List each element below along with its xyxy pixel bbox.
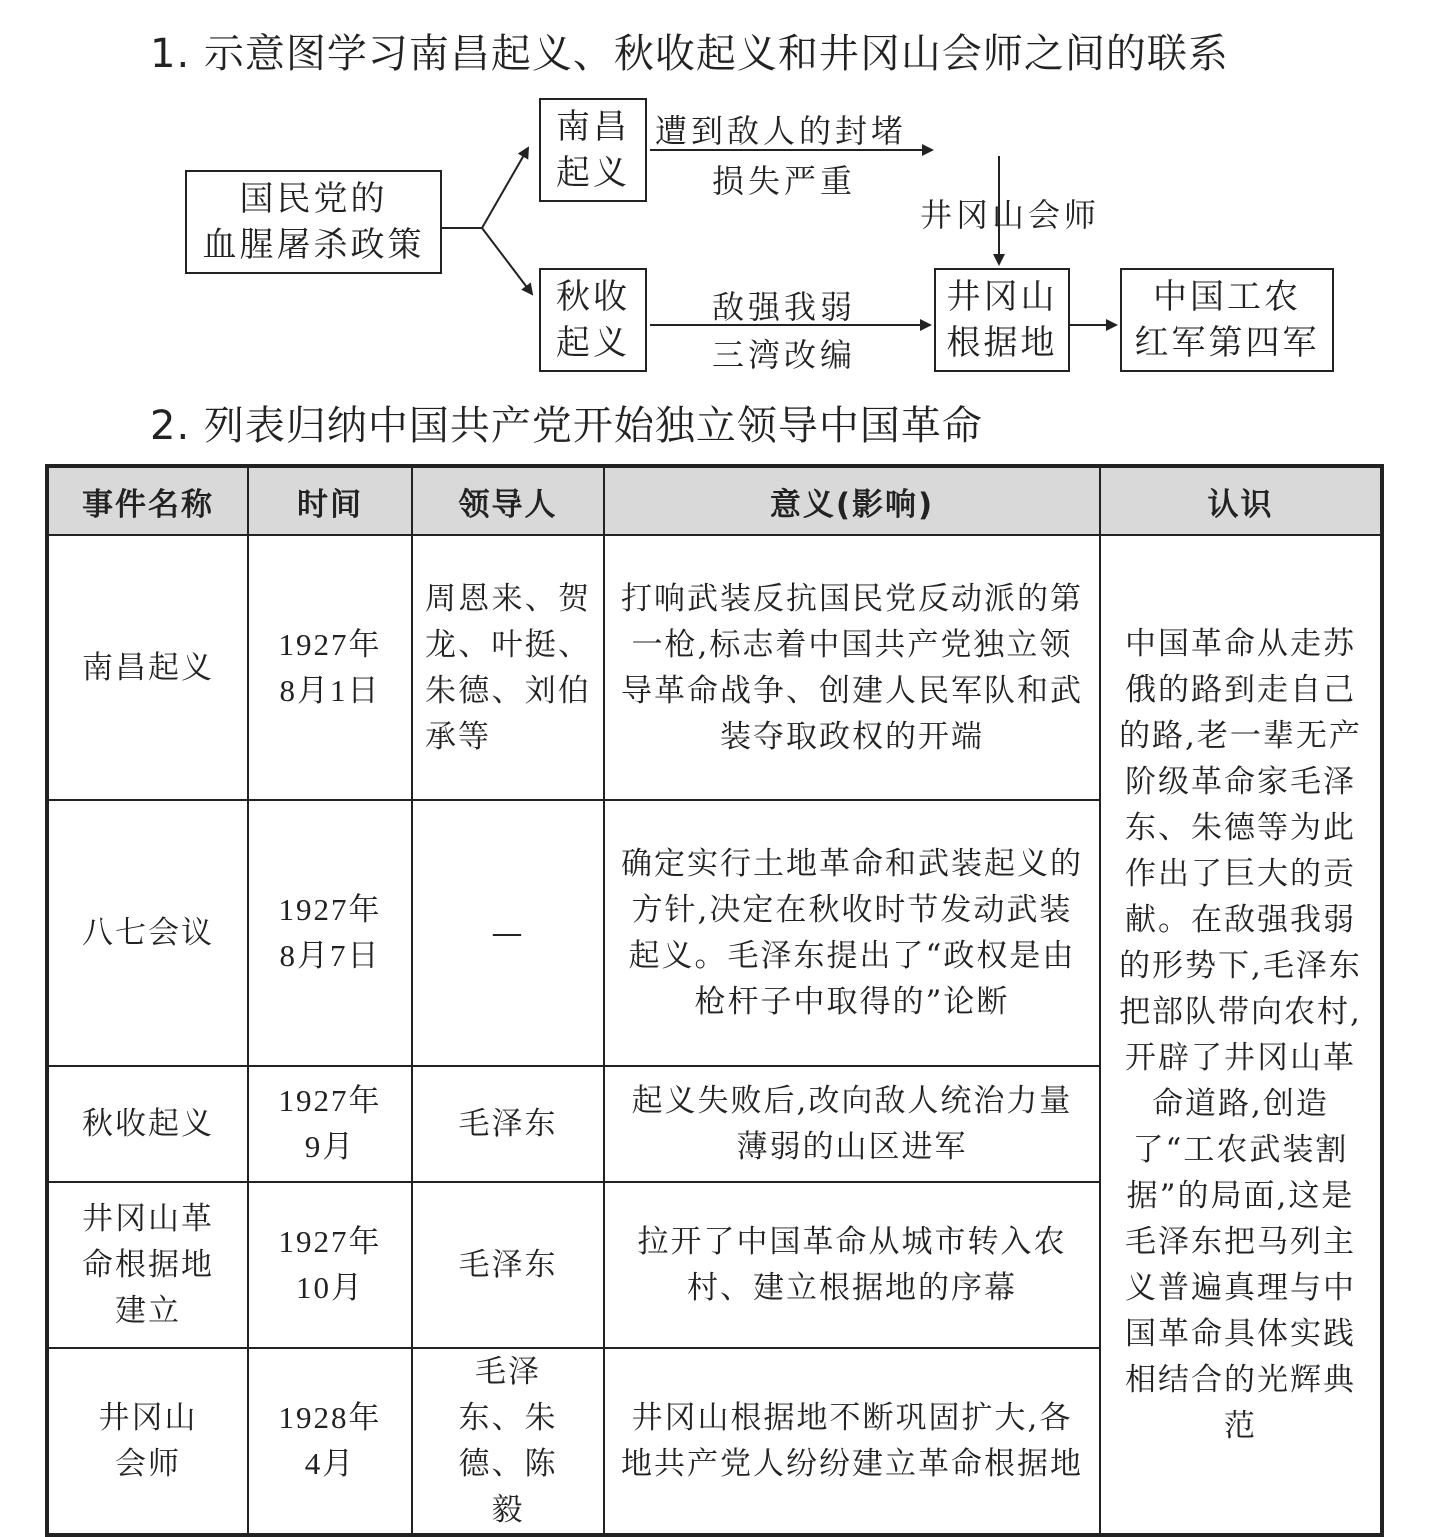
node-nanchang (539, 98, 647, 202)
node-kmt-line2: 血腥屠杀政策 (202, 225, 425, 265)
cell-event: 井冈山会师 (47, 1348, 248, 1535)
node-kmt-policy (185, 170, 442, 274)
cell-meaning: 打响武装反抗国民党反动派的第一枪,标志着中国共产党独立领导革命战争、创建人民军队和武装夺取政权的开端 (604, 535, 1100, 800)
node-jgs-line2: 根据地 (946, 323, 1058, 363)
node-nanchang-line2: 起义 (556, 153, 630, 193)
summary-table (45, 464, 1384, 1537)
node-red-fourth-army (1120, 268, 1334, 372)
time-date: 8月7日 (279, 938, 381, 973)
cell-leader: 周恩来、贺龙、叶挺、朱德、刘伯承等 (412, 535, 604, 800)
edge-label-blockade: 遭到敌人的封堵 (655, 112, 908, 150)
cell-meaning: 起义失败后,改向敌人统治力量薄弱的山区进军 (604, 1066, 1100, 1182)
edge-label-losses: 损失严重 (712, 162, 857, 200)
table-row (47, 535, 1382, 800)
cell-meaning: 拉开了中国革命从城市转入农村、建立根据地的序幕 (604, 1182, 1100, 1348)
node-kmt-line1: 国民党的 (239, 179, 388, 219)
cell-time (248, 1348, 412, 1535)
node-jgs-line1: 井冈山 (946, 277, 1058, 317)
time-year: 1928年 (278, 1400, 382, 1435)
header-event: 事件名称 (47, 466, 248, 535)
cell-time (248, 1066, 412, 1182)
header-time: 时间 (248, 466, 412, 535)
time-year: 1927年 (278, 626, 382, 662)
node-nanchang-line1: 南昌 (556, 107, 630, 147)
cell-event: 秋收起义 (47, 1066, 248, 1182)
time-date: 9月 (304, 1129, 356, 1164)
header-meaning: 意义(影响) (604, 466, 1100, 535)
cell-meaning: 确定实行土地革命和武装起义的方针,决定在秋收时节发动武装起义。毛泽东提出了“政权是由枪杆子中取得的”论断 (604, 800, 1100, 1066)
section-1-heading: 1. 示意图学习南昌起义、秋收起义和井冈山会师之间的联系 (150, 31, 1229, 77)
header-insight: 认识 (1100, 466, 1382, 535)
time-date: 4月 (304, 1446, 356, 1481)
node-jinggangshan-base (934, 268, 1070, 372)
node-qiushou-line1: 秋收 (556, 277, 630, 317)
section-2-heading: 2. 列表归纳中国共产党开始独立领导中国革命 (150, 403, 983, 449)
edge-label-sanwan: 三湾改编 (712, 336, 857, 374)
cell-leader: 毛泽东、朱德、陈毅 (412, 1348, 604, 1535)
edge-label-meeting: 井冈山会师 (920, 196, 1101, 234)
time-year: 1927年 (278, 1224, 382, 1259)
header-leader: 领导人 (412, 466, 604, 535)
node-qiushou-line2: 起义 (556, 323, 630, 363)
cell-leader: 毛泽东 (412, 1182, 604, 1348)
node-red4-line1: 中国工农 (1153, 277, 1301, 317)
edge-label-enemy-strong: 敌强我弱 (712, 288, 857, 326)
time-date: 10月 (296, 1270, 364, 1305)
table-header-row (47, 466, 1382, 535)
cell-event: 井冈山革命根据地建立 (47, 1182, 248, 1348)
cell-time (248, 1182, 412, 1348)
node-red4-line2: 红军第四军 (1134, 323, 1320, 363)
cell-leader: — (412, 800, 604, 1066)
cell-meaning: 井冈山根据地不断巩固扩大,各地共产党人纷纷建立革命根据地 (604, 1348, 1100, 1535)
edge-to-qiushou (482, 228, 532, 294)
time-year: 1927年 (278, 1083, 382, 1118)
cell-event: 南昌起义 (47, 535, 248, 800)
time-year: 1927年 (278, 892, 382, 927)
cell-insight: 中国革命从走苏俄的路到走自己的路,老一辈无产阶级革命家毛泽东、朱德等为此作出了巨大的贡献。在敌强我弱的形势下,毛泽东把部队带向农村,开辟了井冈山革命道路,创造了“工农武装割据”的局面,这是毛泽东把马列主义普遍真理与中国革命具体实践相结合的光辉典范 (1100, 535, 1382, 1535)
time-date: 8月1日 (279, 672, 381, 708)
cell-event: 八七会议 (47, 800, 248, 1066)
edge-to-nanchang (482, 148, 528, 228)
cell-time (248, 535, 412, 800)
node-qiushou (539, 268, 647, 372)
cell-time (248, 800, 412, 1066)
cell-leader: 毛泽东 (412, 1066, 604, 1182)
